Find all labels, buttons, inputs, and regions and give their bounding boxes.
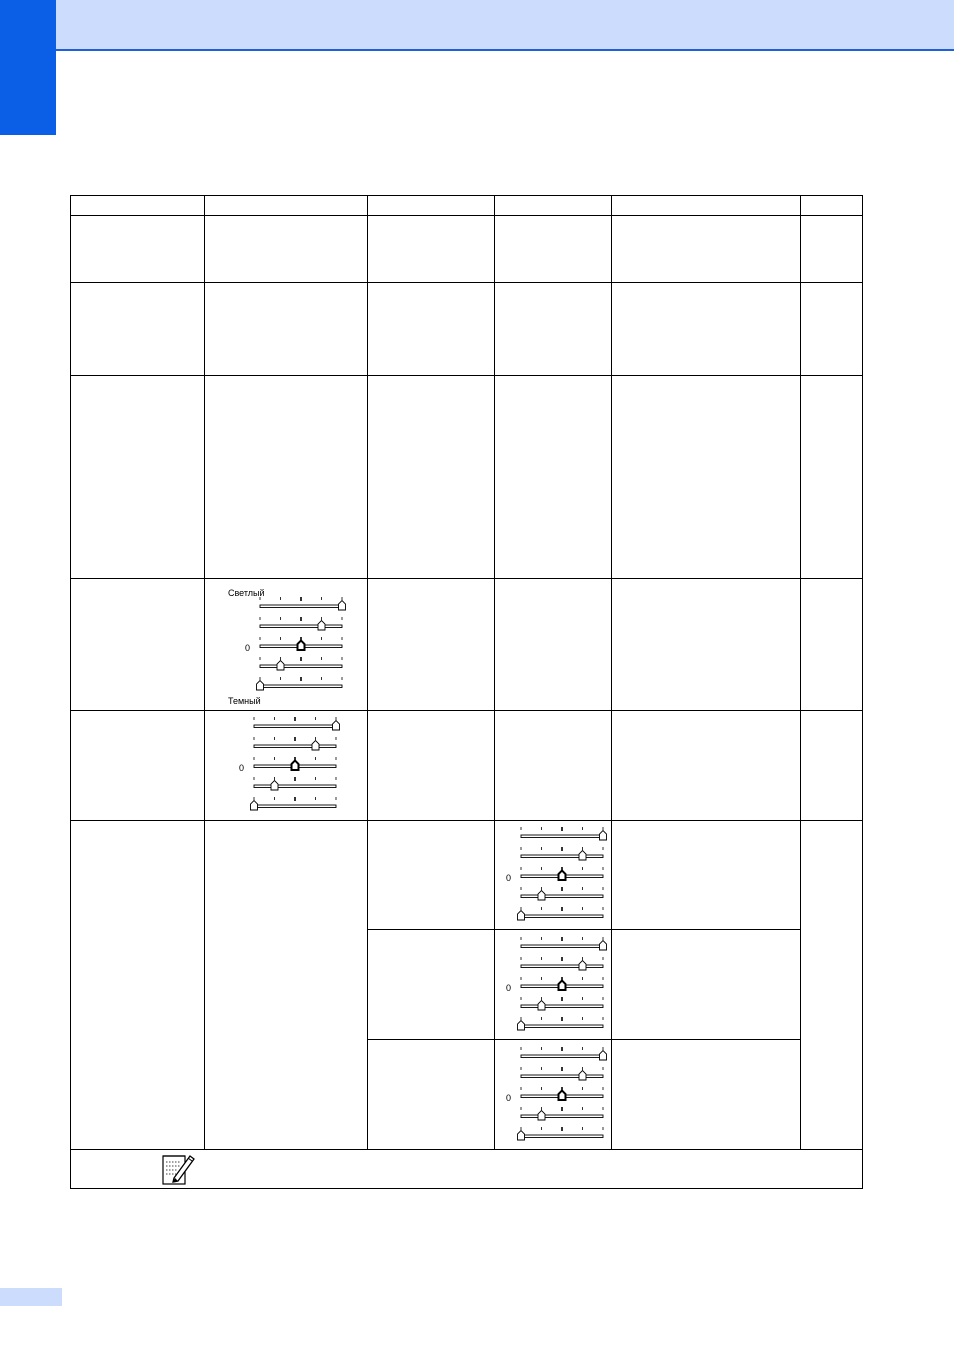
color-zero-label-1: 0 [506,873,512,883]
slider-knob-selected [559,1091,566,1101]
slider-knob [538,1111,545,1121]
slider-track [521,1075,603,1078]
slider-track [521,1135,603,1138]
density-light-label: Светлый [228,588,265,598]
color-zero-label-3: 0 [506,1093,512,1103]
slider-knob [600,1051,607,1061]
slider-track [521,1055,603,1058]
slider-knob [579,1071,586,1081]
slider-track [521,1115,603,1118]
pencil-note-icon [160,1152,196,1186]
contrast-zero-label: 0 [239,763,245,773]
color-zero-label-2: 0 [506,983,512,993]
density-dark-label: Темный [228,696,261,706]
density-zero-label: 0 [245,643,251,653]
slider-knob [518,1131,525,1141]
